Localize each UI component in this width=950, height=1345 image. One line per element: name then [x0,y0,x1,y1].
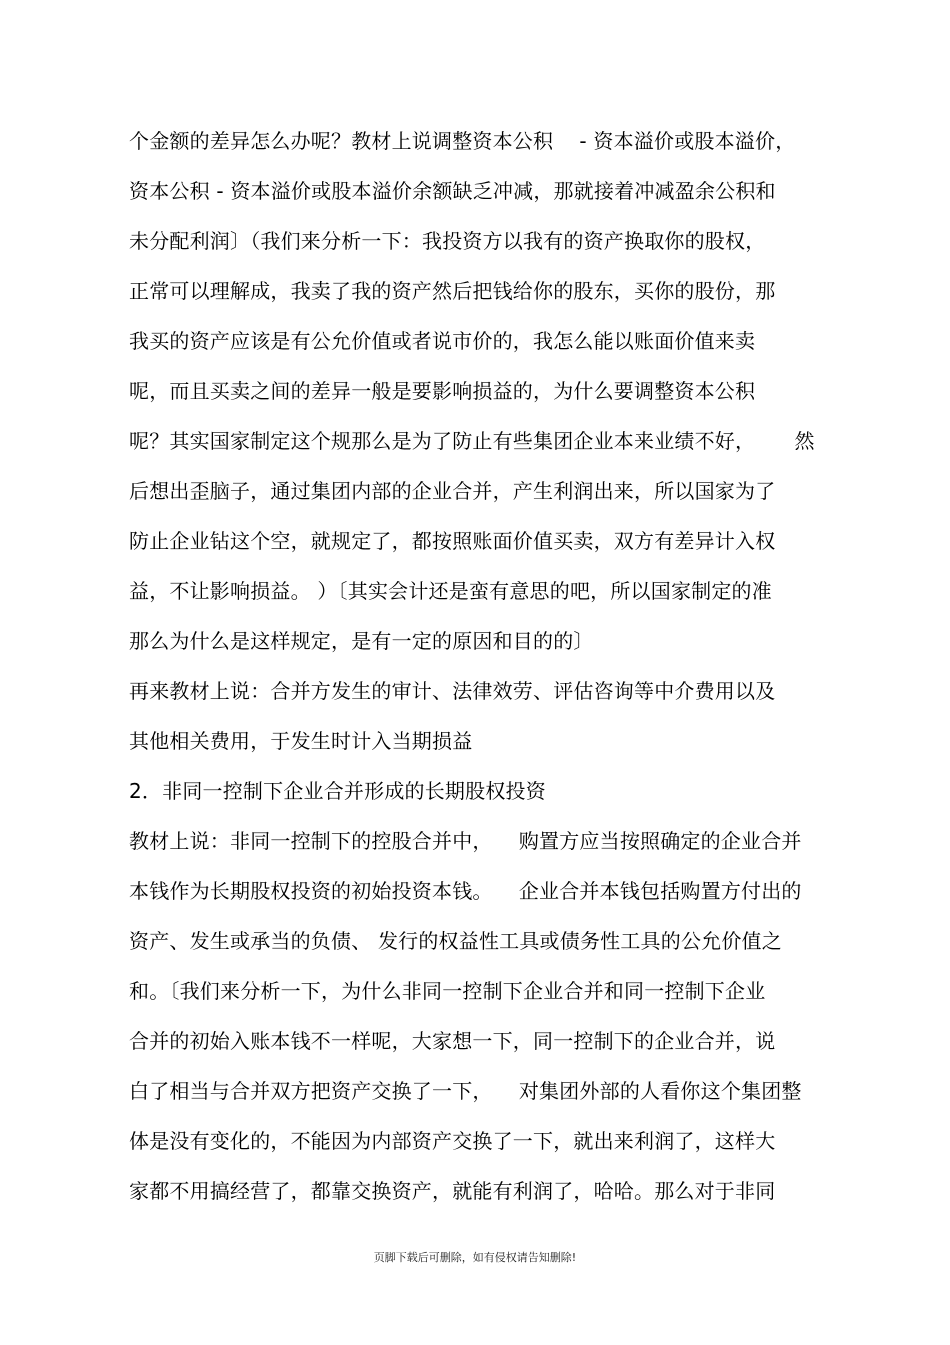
text-line: 白了相当与合并双方把资产交换了一下， 对集团外部的人看你这个集团整 [129,1079,802,1103]
body-text [129,116,849,1216]
text-line: 正常可以理解成，我卖了我的资产然后把钱给你的股东，买你的股份，那 [129,279,776,303]
text-line: 其他相关费用，于发生时计入当期损益 [129,729,473,753]
text-line: 合并的初始入账本钱不一样呢，大家想一下，同一控制下的企业合并，说 [129,1029,776,1053]
text-line: 那么为什么是这样规定，是有一定的原因和目的的〕 [129,629,594,653]
text-line: 呢？其实国家制定这个规那么是为了防止有些集团企业本来业绩不好， 然 [129,429,815,453]
text-line: 再来教材上说：合并方发生的审计、法律效劳、评估咨询等中介费用以及 [129,679,776,703]
text-line: 和。〔我们来分析一下，为什么非同一控制下企业合并和同一控制下企业 [129,979,766,1003]
text-line: 个金额的差异怎么办呢？教材上说调整资本公积 - 资本溢价或股本溢价， [129,129,796,153]
text-line: 我买的资产应该是有公允价值或者说市价的，我怎么能以账面价值来卖 [129,329,756,353]
text-line: 体是没有变化的，不能因为内部资产交换了一下，就出来利润了，这样大 [129,1129,776,1153]
text-line: 益，不让影响损益。 ）〔其实会计还是蛮有意思的吧，所以国家制定的准 [129,579,772,603]
text-line: 家都不用搞经营了，都靠交换资产，就能有利润了，哈哈。那么对于非同 [129,1179,776,1203]
text-line: 后想出歪脑子，通过集团内部的企业合并，产生利润出来，所以国家为了 [129,479,776,503]
text-line: 资本公积 - 资本溢价或股本溢价余额缺乏冲减，那就接着冲减盈余公积和 [129,179,776,203]
text-line: 教材上说：非同一控制下的控股合并中， 购置方应当按照确定的企业合并 [129,829,802,853]
text-line: 呢，而且买卖之间的差异一般是要影响损益的，为什么要调整资本公积 [129,379,756,403]
section-heading: 2．非同一控制下企业合并形成的长期股权投资 [129,779,546,803]
text-line: 资产、发生或承当的负债、 发行的权益性工具或债务性工具的公允价值之 [129,929,782,953]
text-line: 未分配利润〕（我们来分析一下：我投资方以我有的资产换取你的股权， [129,229,766,253]
page-footer: 页脚下载后可删除，如有侵权请告知删除! [373,1251,577,1264]
text-line: 防止企业钻这个空，就规定了，都按照账面价值买卖，双方有差异计入权 [129,529,776,553]
text-line: 本钱作为长期股权投资的初始投资本钱。 企业合并本钱包括购置方付出的 [129,879,802,903]
